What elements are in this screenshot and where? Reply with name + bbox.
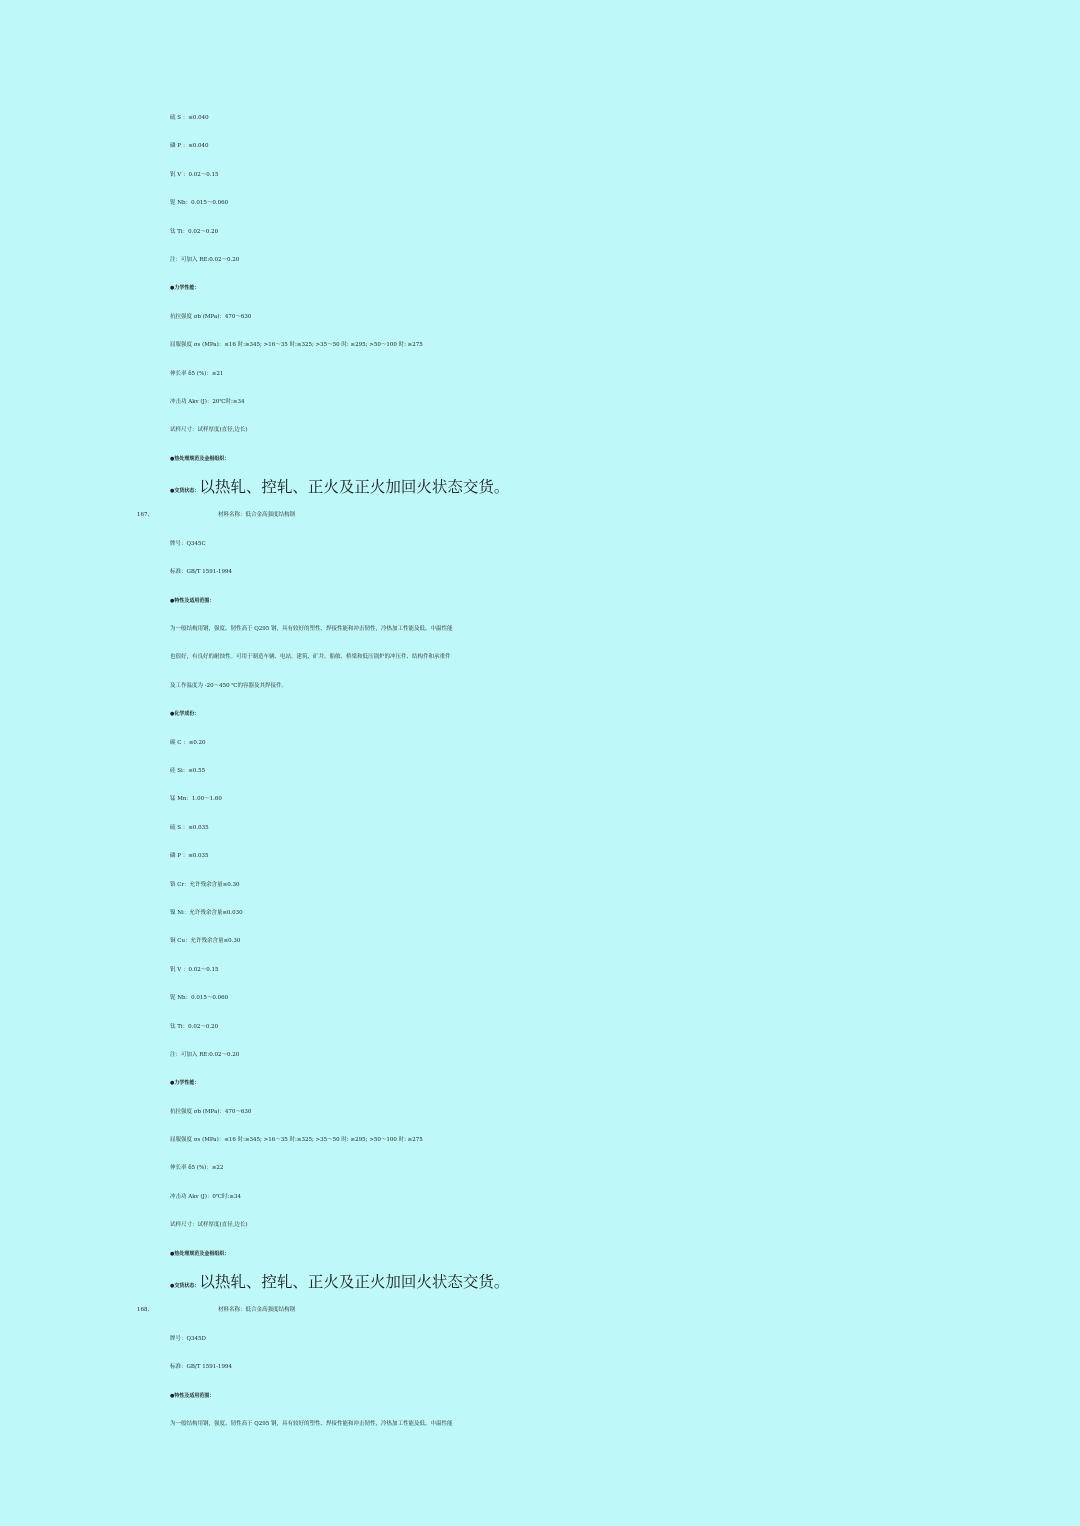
chem-carbon: 碳 C ：≤0.20 [170, 739, 206, 746]
chem-phosphorus: 磷 P ：≤0.040 [170, 143, 209, 150]
entry-header-167 [0, 501, 1080, 529]
section-heading-chemical: ●化学成份： [170, 711, 200, 718]
features-paragraph-line-3: 及工作温度为 -20～450 ℃的容器及其焊接件。 [170, 682, 288, 689]
section-heading-heat-treatment: ●热处理规范及金相组织： [170, 1250, 230, 1257]
features-paragraph-line-1: 为一般结构用钢，强度、韧性高于 Q295 钢，具有较好的塑性、焊接性能和冲击韧性，冷热加工性能及低、中温性能 [170, 1420, 453, 1427]
mech-yield: 屈服强度 σs (MPa)：≤16 时:≥345; >16～35 时:≥325; >35～50 时: ≥295; >50～100 时: ≥275 [170, 1137, 423, 1144]
chem-vanadium: 钒 V ：0.02～0.15 [170, 171, 219, 178]
grade: 牌号：Q345D [170, 1335, 206, 1342]
mech-elongation: 伸长率 δ5 (%)：≥21 [170, 370, 224, 377]
entry-number: 167、 [137, 512, 153, 519]
chem-manganese: 锰 Mn：1.00～1.60 [170, 796, 222, 803]
chem-sulfur: 硫 S ：≤0.035 [170, 824, 209, 831]
chem-sulfur: 硫 S ：≤0.040 [170, 115, 209, 121]
mech-tensile: 抗拉强度 σb (MPa)：470～630 [170, 1108, 252, 1115]
chem-chromium: 铬 Cr：允许残余含量≤0.30 [170, 881, 240, 888]
section-heading-heat-treatment: ●热处理规范及金相组织： [170, 455, 230, 462]
grade: 牌号：Q345C [170, 540, 206, 547]
mech-elongation: 伸长率 δ5 (%)：≥22 [170, 1165, 224, 1172]
chem-note: 注：可加入 RE:0.02～0.20 [170, 256, 240, 263]
document-body [0, 104, 1080, 1438]
mech-impact: 冲击功 Akv (J)：20℃时:≥34 [170, 398, 245, 405]
delivery-state [0, 1268, 1080, 1296]
section-heading-mechanical: ●力学性能： [170, 1080, 200, 1087]
section-heading-features: ●特性及适用范围： [170, 1392, 215, 1399]
chem-nickel: 镍 Ni：允许残余含量≤0.030 [170, 909, 243, 916]
mech-specimen: 试样尺寸：试样厚度(直径,边长) [170, 1222, 248, 1229]
features-paragraph-line-2: 也很好，有良好的耐蚀性。可用于制造车辆、电站、建筑、矿井、船舶、桥梁和低压锅炉的冲压件、结构件和承重件 [170, 654, 451, 661]
chem-vanadium: 钒 V ：0.02～0.15 [170, 966, 219, 973]
chem-silicon: 硅 Si：≤0.55 [170, 767, 206, 774]
standard: 标准：GB/T 1591-1994 [170, 1364, 233, 1371]
chem-niobium: 铌 Nb：0.015～0.060 [170, 200, 229, 207]
mech-yield: 屈服强度 σs (MPa)：≤16 时:≥345; >16～35 时:≥325; >35～50 时: ≥295; >50～100 时: ≥275 [170, 342, 423, 349]
features-paragraph-line-1: 为一般结构用钢，强度、韧性高于 Q295 钢，具有较好的塑性、焊接性能和冲击韧性，冷热加工性能及低、中温性能 [170, 626, 453, 633]
delivery-value: 以热轧、控轧、正火及正火加回火状态交货。 [199, 478, 510, 497]
section-heading-mechanical: ●力学性能： [170, 285, 200, 292]
material-name: 材料名称：低合金高强度结构钢 [218, 1307, 296, 1314]
mech-specimen: 试样尺寸：试样厚度(直径,边长) [170, 427, 248, 434]
entry-header-168 [0, 1296, 1080, 1324]
entry-number: 168、 [137, 1307, 153, 1314]
mech-tensile: 抗拉强度 σb (MPa)：470～630 [170, 313, 252, 320]
section-heading-features: ●特性及适用范围： [170, 597, 215, 604]
standard: 标准：GB/T 1591-1994 [170, 569, 233, 576]
material-name: 材料名称：低合金高强度结构钢 [218, 512, 296, 519]
mech-impact: 冲击功 Akv (J)：0℃时:≥34 [170, 1193, 242, 1200]
section-heading-delivery: ●交货状态： [170, 1283, 200, 1290]
chem-titanium: 钛 Ti：0.02～0.20 [170, 228, 219, 235]
chem-phosphorus: 磷 P ：≤0.035 [170, 853, 209, 860]
chem-note: 注：可加入 RE:0.02～0.20 [170, 1051, 240, 1058]
section-heading-delivery: ●交货状态： [170, 488, 200, 495]
chem-niobium: 铌 Nb：0.015～0.060 [170, 995, 229, 1002]
chem-titanium: 钛 Ti：0.02～0.20 [170, 1023, 219, 1030]
chem-copper: 铜 Cu：允许残余含量≤0.30 [170, 938, 241, 945]
delivery-state [0, 473, 1080, 501]
delivery-value: 以热轧、控轧、正火及正火加回火状态交货。 [199, 1273, 510, 1292]
